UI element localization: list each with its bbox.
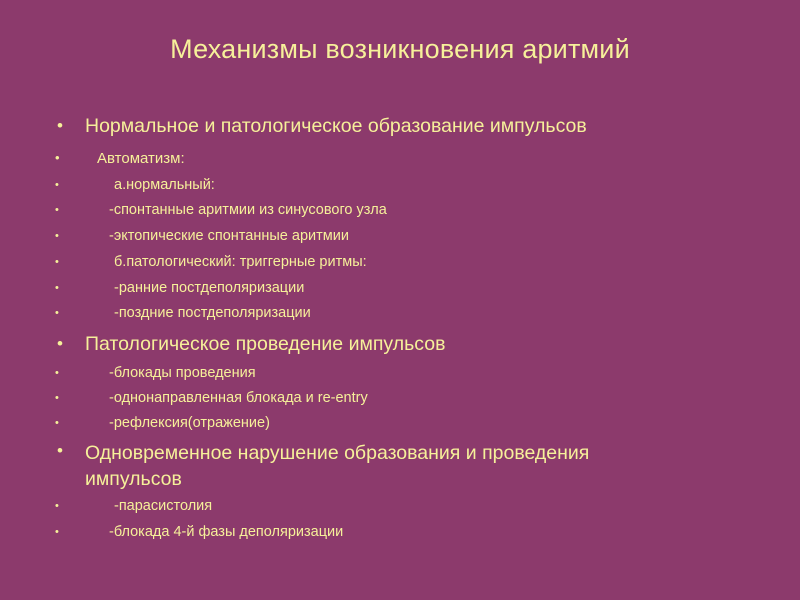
list-item-text: б.патологический: триггерные ритмы: bbox=[114, 254, 367, 270]
list-item-text: -эктопические спонтанные аритмии bbox=[109, 228, 349, 244]
bullet-icon: • bbox=[55, 526, 59, 538]
bullet-icon: • bbox=[55, 282, 59, 294]
list-item-text: -однонаправленная блокада и re-entry bbox=[109, 390, 368, 406]
bullet-icon: • bbox=[55, 150, 60, 165]
bullet-icon: • bbox=[57, 441, 63, 460]
list-item-text: Автоматизм: bbox=[97, 150, 185, 167]
bullet-icon: • bbox=[57, 116, 63, 135]
bullet-icon: • bbox=[55, 367, 59, 379]
bullet-icon: • bbox=[55, 307, 59, 319]
list-item-text: -спонтанные аритмии из синусового узла bbox=[109, 202, 387, 218]
list-item-text: -поздние постдеполяризации bbox=[114, 305, 311, 321]
bullet-icon: • bbox=[55, 204, 59, 216]
bullet-icon: • bbox=[57, 334, 63, 353]
list-item-text: Одновременное нарушение образования и проведения импульсов bbox=[85, 442, 590, 490]
slide-title: Механизмы возникновения аритмий bbox=[170, 34, 630, 64]
bullet-icon: • bbox=[55, 417, 59, 429]
list-item-text: -блокады проведения bbox=[109, 365, 256, 381]
list-item-text: -парасистолия bbox=[114, 498, 213, 514]
bullet-icon: • bbox=[55, 179, 59, 191]
bullet-icon: • bbox=[55, 500, 59, 512]
bullet-icon: • bbox=[55, 392, 59, 404]
list-item-text: Нормальное и патологическое образование импульсов bbox=[85, 115, 587, 137]
bullet-icon: • bbox=[55, 256, 59, 268]
bullet-icon: • bbox=[55, 230, 59, 242]
list-item-text: -блокада 4-й фазы деполяризации bbox=[109, 524, 344, 540]
list-item-text: Патологическое проведение импульсов bbox=[85, 333, 446, 355]
list-item-text: а.нормальный: bbox=[114, 177, 215, 193]
list-item-text: -рефлексия(отражение) bbox=[109, 415, 270, 431]
list-item-text: -ранние постдеполяризации bbox=[114, 280, 305, 296]
